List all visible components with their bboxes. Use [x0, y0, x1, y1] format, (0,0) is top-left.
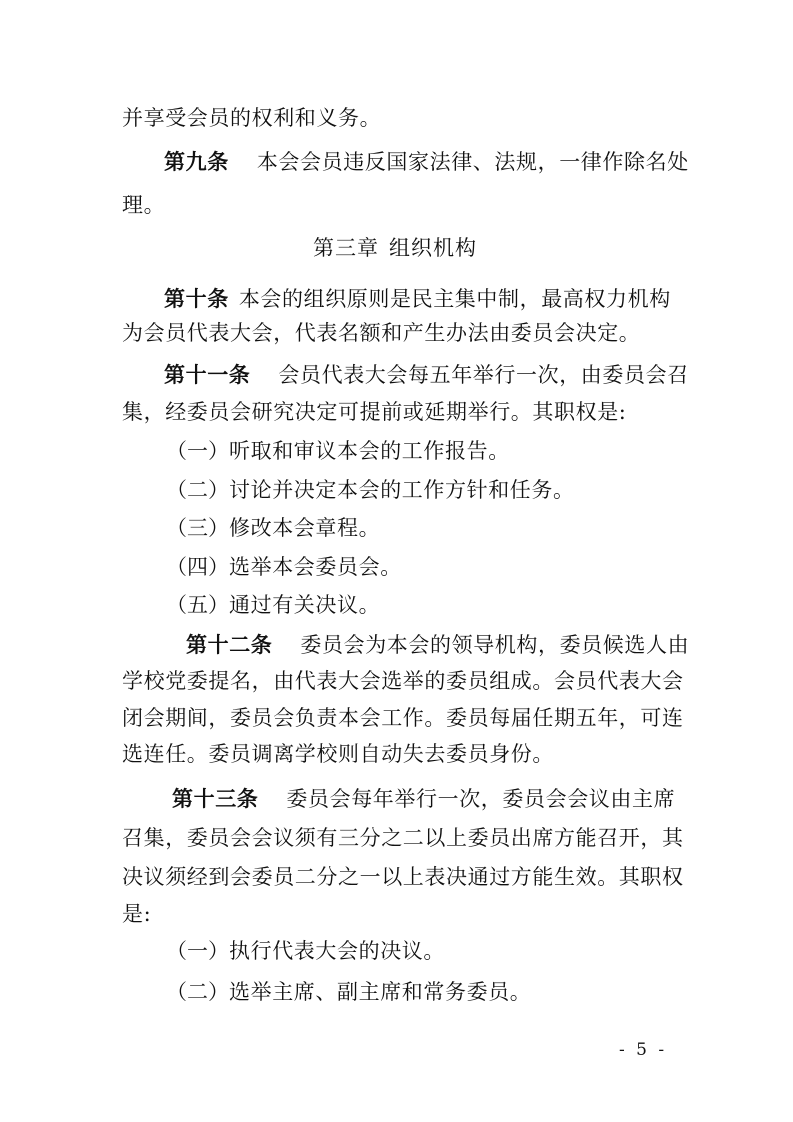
- paragraph-line: [122, 666, 684, 696]
- line-text: 修改本会章程。: [229, 516, 381, 540]
- paragraph-line: [122, 190, 672, 220]
- line-text: 闭会期间，委员会负责本会工作。委员每届任期五年，可连: [122, 706, 684, 730]
- article-12-line: [186, 630, 736, 660]
- item-label: （二）: [166, 478, 229, 502]
- line-text: 理。: [122, 193, 166, 217]
- article-9-line: [164, 147, 714, 177]
- article-label: 第十三条: [172, 787, 259, 811]
- chapter-title: 组织机构: [389, 236, 477, 260]
- paragraph-line: [122, 103, 672, 133]
- list-item: [166, 513, 716, 543]
- line-text: 选举主席、副主席和常务委员。: [229, 980, 532, 1004]
- paragraph-line: [122, 397, 672, 427]
- item-label: （三）: [166, 516, 229, 540]
- line-text: 为会员代表大会，代表名额和产生办法由委员会决定。: [122, 321, 641, 345]
- line-text: 是:: [122, 902, 152, 926]
- line-text: 集，经委员会研究决定可提前或延期举行。其职权是:: [122, 400, 627, 424]
- list-item: [166, 552, 716, 582]
- line-text: 选举本会委员会。: [229, 555, 402, 579]
- line-text: 通过有关决议。: [229, 593, 381, 617]
- line-text: 执行代表大会的决议。: [229, 939, 445, 963]
- list-item: [166, 590, 716, 620]
- article-10-line: [164, 284, 714, 314]
- paragraph-line: [122, 318, 672, 348]
- paragraph-line: [122, 862, 684, 892]
- line-text: 决议须经到会委员二分之一以上表决通过方能生效。其职权: [122, 865, 684, 889]
- line-text: 并享受会员的权利和义务。: [122, 106, 382, 130]
- chapter-number: 第三章: [313, 236, 379, 260]
- article-label: 第十条: [164, 287, 229, 311]
- page-number: - 5 -: [619, 1040, 668, 1060]
- line-text: 选连任。委员调离学校则自动失去委员身份。: [122, 742, 554, 766]
- item-label: （一）: [166, 439, 229, 463]
- paragraph-line: [122, 823, 684, 853]
- article-label: 第九条: [164, 150, 229, 174]
- article-13-line: [172, 784, 722, 814]
- line-text: 本会会员违反国家法律、法规，一律作除名处: [256, 150, 689, 174]
- article-label: 第十一条: [164, 363, 251, 387]
- line-text: 委员会每年举行一次，委员会会议由主席: [286, 787, 676, 811]
- line-text: 听取和审议本会的工作报告。: [229, 439, 510, 463]
- line-text: 会员代表大会每五年举行一次，由委员会召: [278, 363, 689, 387]
- line-text: 本会的组织原则是民主集中制，最高权力机构: [238, 287, 671, 311]
- list-item: [166, 436, 716, 466]
- item-label: （五）: [166, 593, 229, 617]
- article-label: 第十二条: [186, 633, 273, 657]
- article-11-line: [164, 360, 714, 390]
- paragraph-line: [122, 703, 684, 733]
- item-label: （二）: [166, 980, 229, 1004]
- paragraph-line: [122, 739, 672, 769]
- line-text: 讨论并决定本会的工作方针和任务。: [229, 478, 575, 502]
- list-item: [166, 936, 716, 966]
- paragraph-line: [122, 899, 672, 929]
- chapter-heading: [313, 233, 793, 263]
- line-text: 委员会为本会的领导机构，委员候选人由: [300, 633, 690, 657]
- line-text: 召集，委员会会议须有三分之二以上委员出席方能召开，其: [122, 826, 684, 850]
- line-text: 学校党委提名，由代表大会选举的委员组成。会员代表大会: [122, 669, 684, 693]
- list-item: [166, 977, 716, 1007]
- item-label: （一）: [166, 939, 229, 963]
- item-label: （四）: [166, 555, 229, 579]
- list-item: [166, 475, 716, 505]
